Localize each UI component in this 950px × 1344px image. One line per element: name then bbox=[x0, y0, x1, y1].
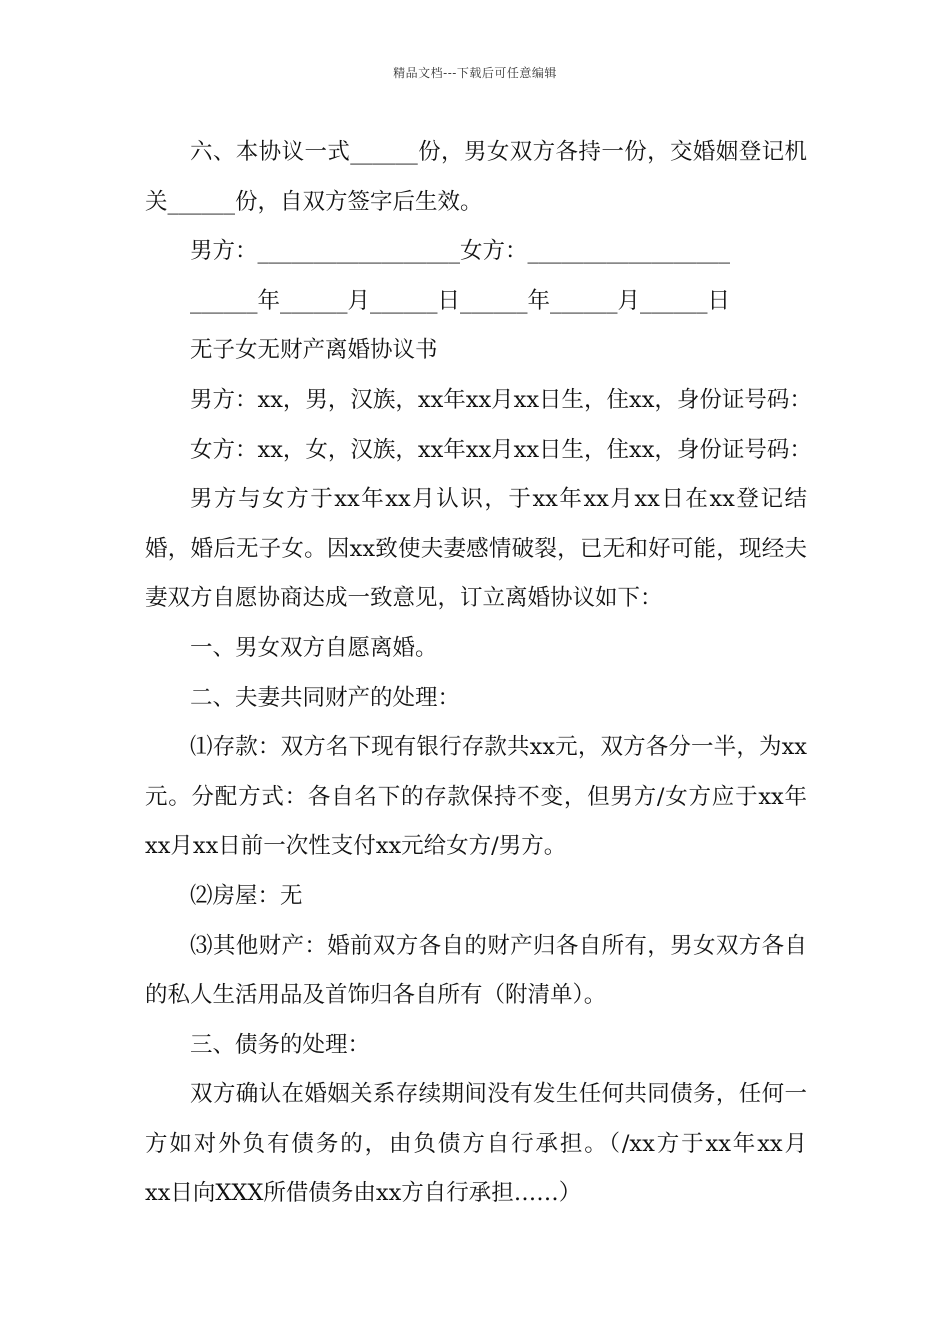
document-line: 二、夫妻共同财产的处理： bbox=[190, 684, 461, 711]
page-header: 精品文档---下载后可任意编辑 bbox=[393, 66, 557, 80]
document-line: ⑶其他财产：婚前双方各自的财产归各自所有，男女双方各自 bbox=[190, 932, 807, 959]
document-body bbox=[145, 128, 812, 1219]
document-line: 婚，婚后无子女。因xx致使夫妻感情破裂，已无和好可能，现经夫 bbox=[145, 535, 807, 562]
document-line: 三、债务的处理： bbox=[190, 1031, 371, 1058]
document-line: 的私人生活用品及首饰归各自所有（附清单）。 bbox=[145, 982, 607, 1009]
document-line: 无子女无财产离婚协议书 bbox=[190, 337, 438, 364]
document-line: 双方确认在婚姻关系存续期间没有发生任何共同债务，任何一 bbox=[190, 1081, 807, 1108]
document-line: 男方与女方于xx年xx月认识，于xx年xx月xx日在xx登记结 bbox=[190, 486, 807, 513]
document-line: 妻双方自愿协商达成一致意见，订立离婚协议如下： bbox=[145, 585, 663, 612]
document-line: 关______份，自双方签字后生效。 bbox=[145, 188, 483, 215]
document-line: xx日向XXX所借债务由xx方自行承担……） bbox=[145, 1180, 582, 1207]
document-line: ⑴存款：双方名下现有银行存款共xx元，双方各分一半，为xx bbox=[190, 734, 807, 761]
document-line: xx月xx日前一次性支付xx元给女方/男方。 bbox=[145, 833, 567, 860]
document-line: 一、男女双方自愿离婚。 bbox=[190, 634, 438, 661]
document-line: 方如对外负有债务的，由负债方自行承担。（/xx方于xx年xx月 bbox=[145, 1130, 807, 1157]
document-line: 女方：xx，女，汉族，xx年xx月xx日生，住xx，身份证号码： bbox=[190, 436, 812, 463]
document-line: 男方：__________________女方：__________________ bbox=[190, 238, 731, 265]
document-line: 男方：xx，男，汉族，xx年xx月xx日生，住xx，身份证号码： bbox=[190, 386, 812, 413]
document-line: 六、本协议一式______份，男女双方各持一份，交婚姻登记机 bbox=[190, 139, 807, 165]
document-line: 元。分配方式：各自名下的存款保持不变，但男方/女方应于xx年 bbox=[145, 783, 807, 810]
document-line: ______年______月______日______年______月______日 bbox=[190, 287, 731, 314]
document-line: ⑵房屋：无 bbox=[190, 882, 303, 909]
